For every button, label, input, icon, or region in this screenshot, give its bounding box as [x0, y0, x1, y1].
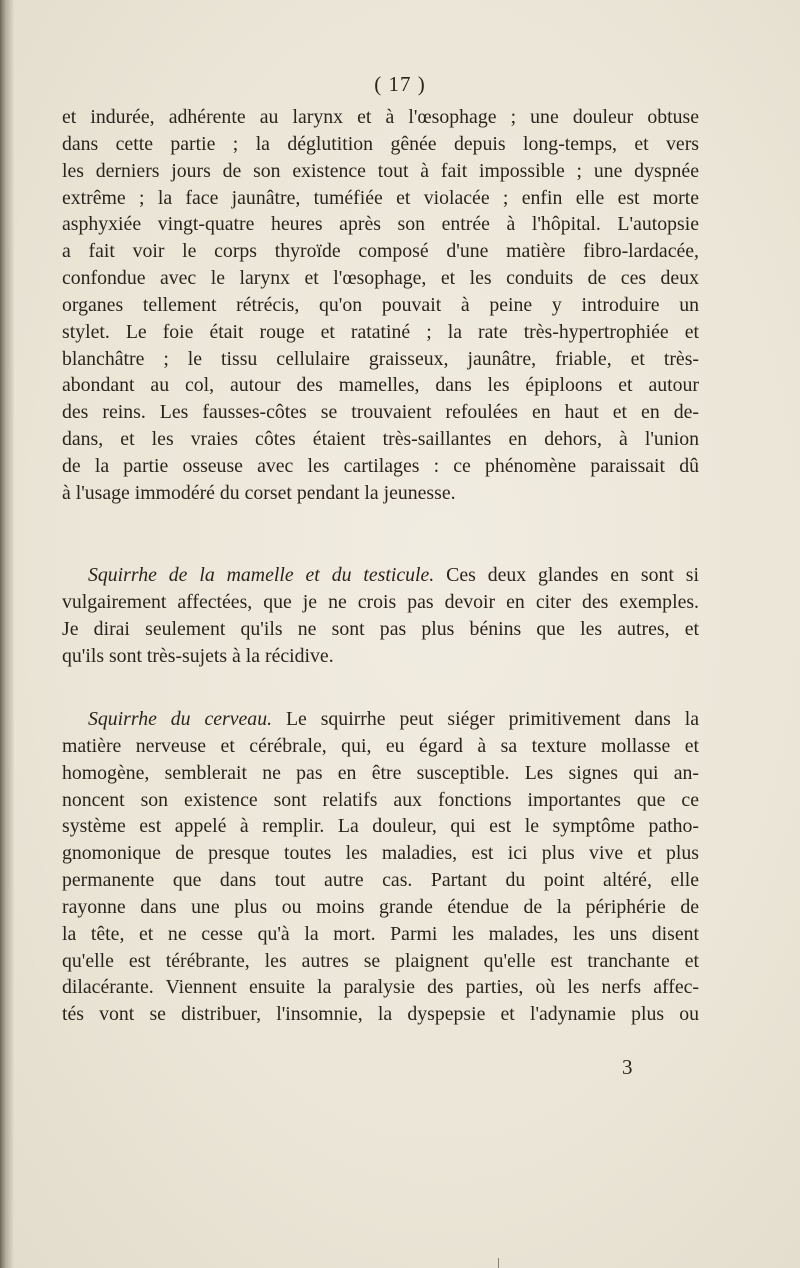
text-line: a fait voir le corps thyroïde composé d'une matière fibro-lardacée, — [62, 240, 699, 263]
text-line: la tête, et ne cesse qu'à la mort. Parmi les malades, les uns disent — [62, 922, 699, 945]
text-line: gnomonique de presque toutes les maladies, est ici plus vive et plus — [62, 842, 699, 865]
text-line: dans cette partie ; la déglutition gênée depuis long-temps, et vers — [62, 132, 699, 155]
text-line: à l'usage immodéré du corset pendant la jeunesse. — [62, 481, 456, 504]
text-line — [62, 562, 699, 589]
text-line: rayonne dans une plus ou moins grande étendue de la périphérie de — [62, 895, 699, 918]
paragraph-squirrhe-mamelle — [62, 562, 699, 669]
page-spine-shadow — [0, 0, 14, 1268]
text-line: blanchâtre ; le tissu cellulaire graisseux, jaunâtre, friable, et très- — [62, 347, 699, 370]
text-line — [62, 706, 699, 733]
text-line: tés vont se distribuer, l'insomnie, la dyspepsie et l'adynamie plus ou — [62, 1003, 699, 1026]
text-line: matière nerveuse et cérébrale, qui, eu égard à sa texture mollasse et — [62, 734, 699, 757]
text-line: homogène, semblerait ne pas en être susceptible. Les signes qui an- — [62, 761, 699, 784]
paragraph-autopsie — [62, 104, 699, 507]
text-line: et indurée, adhérente au larynx et à l'œsophage ; une douleur obtuse — [62, 106, 699, 128]
text-line: qu'elle est térébrante, les autres se plaignent qu'elle est tranchante et — [62, 949, 699, 972]
text-line: vulgairement affectées, que je ne crois pas devoir en citer des exemples. — [62, 590, 699, 613]
text-line: asphyxiée vingt-quatre heures après son entrée à l'hôpital. L'autopsie — [62, 213, 699, 236]
text-line: abondant au col, autour des mamelles, dans les épiploons et autour — [62, 374, 699, 397]
text-line: les derniers jours de son existence tout à fait impossible ; une dyspnée — [62, 159, 699, 182]
text-run: Ces deux glandes en sont si — [434, 564, 699, 586]
section-title: Squirrhe de la mamelle et du testicule. — [88, 564, 435, 586]
text-line: qu'ils sont très-sujets à la récidive. — [62, 644, 334, 667]
paragraph-squirrhe-cerveau — [62, 706, 699, 1028]
text-line: de la partie osseuse avec les cartilages : ce phénomène paraissait dû — [62, 454, 699, 477]
section-title: Squirrhe du cerveau. — [88, 708, 273, 730]
page-number: ( 17 ) — [374, 72, 426, 96]
text-line: dilacérante. Viennent ensuite la paralysie des parties, où les nerfs affec- — [62, 976, 699, 999]
text-line: noncent son existence sont relatifs aux fonctions importantes que ce — [62, 788, 699, 811]
text-line: des reins. Les fausses-côtes se trouvaient refoulées en haut et en de- — [62, 401, 699, 424]
margin-mark — [498, 1258, 499, 1268]
signature-mark: 3 — [622, 1055, 633, 1079]
text-line: extrême ; la face jaunâtre, tuméfiée et violacée ; enfin elle est morte — [62, 186, 699, 209]
text-line: système est appelé à remplir. La douleur, qui est le symptôme patho- — [62, 815, 699, 838]
text-run: Le squirrhe peut siéger primitivement dans la — [272, 708, 699, 730]
text-line: confondue avec le larynx et l'œsophage, et les conduits de ces deux — [62, 267, 699, 290]
text-line: permanente que dans tout autre cas. Partant du point altéré, elle — [62, 869, 699, 892]
text-line: dans, et les vraies côtes étaient très-saillantes en dehors, à l'union — [62, 428, 699, 451]
text-line: organes tellement rétrécis, qu'on pouvait à peine y introduire un — [62, 293, 699, 316]
text-line: Je dirai seulement qu'ils ne sont pas plus bénins que les autres, et — [62, 617, 699, 640]
text-line: stylet. Le foie était rouge et ratatiné ; la rate très-hypertrophiée et — [62, 320, 699, 343]
